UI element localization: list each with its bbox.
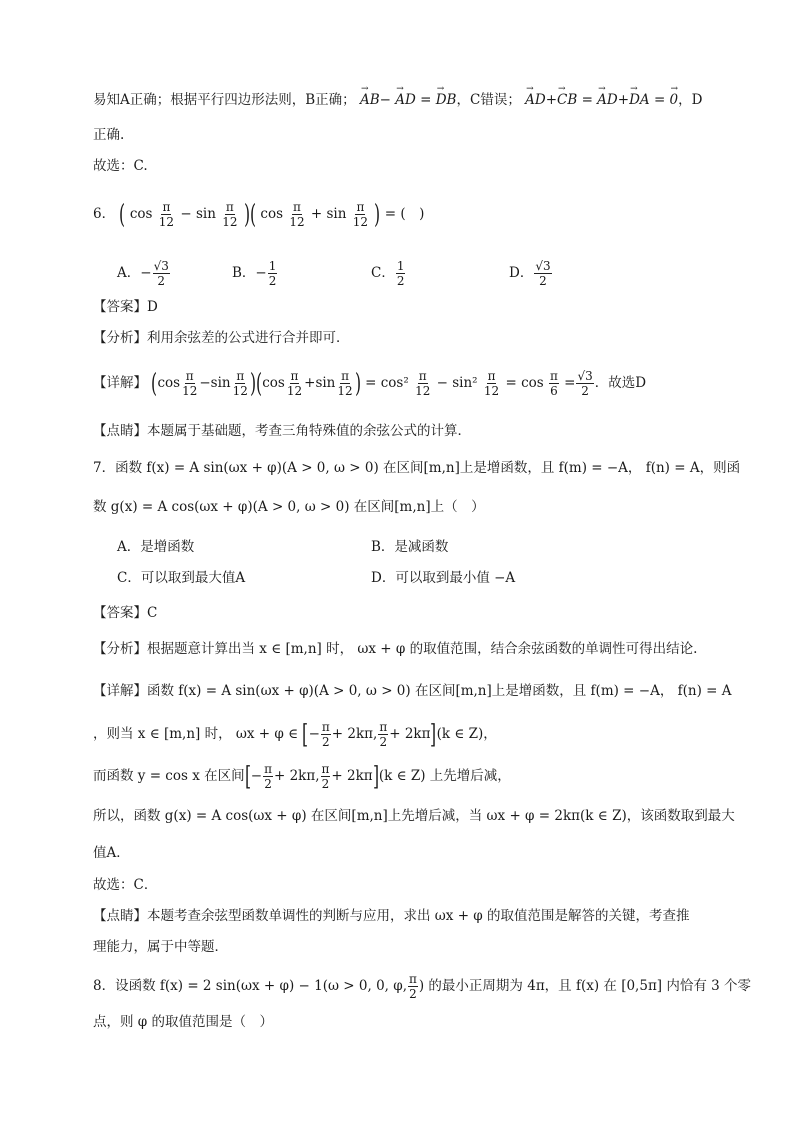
- question-8-line-2: 点，则 φ 的取值范围是（ ）: [93, 1014, 274, 1030]
- vector-ad-3: → AD: [597, 90, 618, 110]
- comment-7-line-2: 理能力，属于中等题．: [93, 939, 228, 955]
- question-6: 6． ( cos $\frac{\pi}{12}$ − sin $\frac{\pi}{12}$ )( cos $\frac{\pi}{12}$ + sin $\frac{\pi}{12}$ ) = ( ): [93, 199, 425, 230]
- detail-7-line-1: 【详解】函数 f(x) = A sin(ωx + φ)(A > 0, ω > 0) 在区间[m,n]上是增函数，且 f(m) = −A， f(n) = A: [93, 683, 732, 699]
- answer-7: 【答案】C: [93, 605, 158, 621]
- vector-ad: → AD: [395, 90, 416, 110]
- vector-da: → DA: [629, 90, 650, 110]
- detail-7-line-3: 而函数 y = cos x 在区间[− $\frac{\pi}{2}$ + 2kπ, $\frac{\pi}{2}$ + 2kπ](k ∈ Z) 上先增后减，: [93, 761, 511, 792]
- option-b-7[interactable]: B．是减函数: [371, 539, 449, 555]
- question-7-line-2: 数 g(x) = A cos(ωx + φ)(A > 0, ω > 0) 在区间[m,n]上（ ）: [93, 499, 485, 515]
- vector-cb: → CB: [557, 90, 577, 110]
- solution-line-2: 正确.: [93, 127, 125, 143]
- vector-ad-2: → AD: [525, 90, 546, 110]
- solution-line-1: 易知A正确；根据平行四边形法则，B正确； → AB− → AD = → DB，C错误； → AD+→ CB = → AD+→ DA = → 0，D: [93, 90, 702, 110]
- detail-6: 【详解】 (cos $\frac{\pi}{12}$ −sin $\frac{\pi}{12}$ )(cos $\frac{\pi}{12}$ +sin $\frac{\pi}{12}$ ) = cos² $\frac{\pi}{12}$ − sin² $\frac{\pi}{12}$ = cos $\frac{\pi}{6}$ = $\frac{√3}{2}$ ．故选D: [93, 368, 647, 399]
- zero-vector: → 0: [670, 90, 679, 110]
- comment-6: 【点睛】本题属于基础题，考查三角特殊值的余弦公式的计算．: [93, 423, 471, 439]
- option-d-7[interactable]: D．可以取到最小值 −A: [371, 570, 516, 586]
- detail-7-line-5: 值A．: [93, 845, 130, 861]
- choose-line-5: 故选：C.: [93, 158, 148, 174]
- option-d[interactable]: D． $\frac{√3}{2}$: [509, 259, 551, 288]
- question-8-line-1: 8．设函数 f(x) = 2 sin(ωx + φ) − 1(ω > 0, 0, φ, $\frac{\pi}{2}$ ) 的最小正周期为 4π，且 f(x) 在 [0,5π] 内恰有 3 个零: [93, 972, 752, 1001]
- choose-7: 故选：C．: [93, 877, 158, 893]
- detail-7-line-4: 所以，函数 g(x) = A cos(ωx + φ) 在区间[m,n]上先增后减，当 ωx + φ = 2kπ(k ∈ Z)，该函数取到最大: [93, 808, 735, 824]
- analysis-7: 【分析】根据题意计算出当 x ∈ [m,n] 时， ωx + φ 的取值范围，结合余弦函数的单调性可得出结论.: [93, 641, 698, 657]
- question-7-line-1: 7．函数 f(x) = A sin(ωx + φ)(A > 0, ω > 0) 在区间[m,n]上是增函数，且 f(m) = −A， f(n) = A，则函: [93, 460, 741, 476]
- vector-db: → DB: [436, 90, 457, 110]
- comment-7-line-1: 【点睛】本题考查余弦型函数单调性的判断与应用，求出 ωx + φ 的取值范围是解答的关键，考查推: [93, 908, 690, 924]
- option-b[interactable]: B．− $\frac{1}{2}$: [232, 259, 277, 288]
- vector-ab: → AB: [360, 90, 380, 110]
- option-c-7[interactable]: C．可以取到最大值A: [117, 570, 246, 586]
- detail-7-line-2: ，则当 x ∈ [m,n] 时， ωx + φ ∈ [− $\frac{\pi}{2}$ + 2kπ, $\frac{\pi}{2}$ + 2kπ](k ∈ Z)，: [93, 719, 497, 750]
- analysis-6: 【分析】利用余弦差的公式进行合并即可．: [93, 330, 350, 346]
- option-a[interactable]: A．− $\frac{√3}{2}$: [117, 259, 169, 288]
- option-a-7[interactable]: A．是增函数: [117, 539, 195, 555]
- option-c[interactable]: C． $\frac{1}{2}$: [371, 259, 405, 288]
- answer-6: 【答案】D: [93, 299, 158, 315]
